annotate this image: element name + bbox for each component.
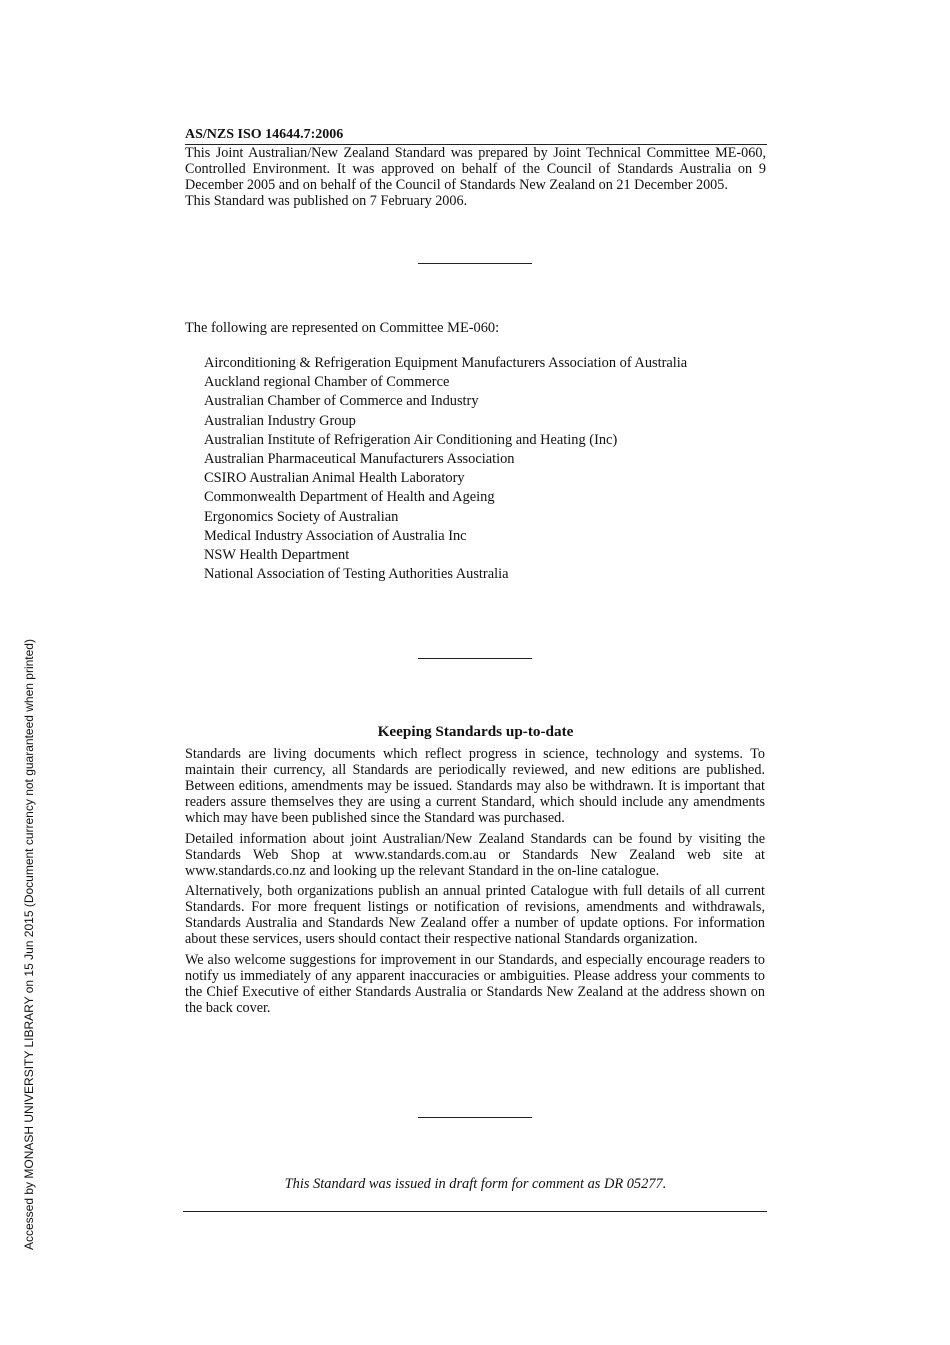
keeping-paragraph: Detailed information about joint Australian/New Zealand Standards can be found by visiting the Standards Web Shop at www.standards.com.au or Standards New Zealand web site at www.standards.co.nz and looking up the relevant Standard in the on-line catalogue. (185, 830, 765, 879)
section-divider (418, 658, 532, 659)
committee-member: Australian Pharmaceutical Manufacturers Association (204, 451, 515, 468)
committee-member: Airconditioning & Refrigeration Equipment Manufacturers Association of Australia (204, 355, 688, 371)
committee-member: NSW Health Department (204, 547, 350, 564)
keeping-paragraph: We also welcome suggestions for improvement in our Standards, and especially encourage readers to notify us immediately of any apparent inaccuracies or ambiguities. Please address your comments to the Chief Executive of either Standards Australia or Standards New Zealand at the address shown on the back cover. (185, 951, 765, 1016)
keeping-paragraph: Alternatively, both organizations publish an annual printed Catalogue with full details of all current Standards. For more frequent listings or notification of revisions, amendments and withdrawals, Standards Australia and Standards New Zealand offer a number of update options. For information about these services, users should contact their respective national Standards organization. (185, 883, 765, 947)
committee-member: Australian Institute of Refrigeration Air Conditioning and Heating (Inc) (204, 431, 618, 448)
committee-member-list (204, 354, 744, 584)
intro-section (185, 145, 766, 209)
committee-member: Medical Industry Association of Australia Inc (204, 527, 467, 544)
section-divider (418, 1117, 532, 1118)
committee-member: Auckland regional Chamber of Commerce (204, 374, 450, 391)
section-divider (418, 263, 532, 264)
committee-member: Commonwealth Department of Health and Ageing (204, 489, 495, 506)
footer-rule (183, 1211, 767, 1212)
keeping-paragraph: Standards are living documents which reflect progress in science, technology and systems. To maintain their currency, all Standards are periodically reviewed, and new editions are published. Between editions, amendments may be issued. Standards may also be withdrawn. It is important that readers assure themselves they are using a current Standard, which should include any amendments which may have been published since the Standard was purchased. (185, 746, 765, 826)
access-watermark: Accessed by MONASH UNIVERSITY LIBRARY on 15 Jun 2015 (Document currency not guaranteed when printed) (22, 639, 36, 1250)
committee-intro: The following are represented on Committee ME-060: (185, 320, 500, 336)
intro-paragraph: This Joint Australian/New Zealand Standard was prepared by Joint Technical Committee ME-060, Controlled Environment. It was approved on behalf of the Council of Standards Australia on 9 December 2005 and on behalf of the Council of Standards New Zealand on 21 December 2005. (185, 145, 766, 193)
committee-member: CSIRO Australian Animal Health Laboratory (204, 470, 465, 487)
committee-member: Australian Chamber of Commerce and Industry (204, 393, 479, 410)
keeping-standards-body (185, 746, 765, 1020)
committee-member: National Association of Testing Authorities Australia (204, 566, 509, 583)
committee-member: Ergonomics Society of Australian (204, 508, 399, 525)
keeping-standards-heading: Keeping Standards up-to-date (377, 723, 574, 740)
committee-member: Australian Industry Group (204, 412, 356, 429)
draft-note: This Standard was issued in draft form for comment as DR 05277. (284, 1176, 667, 1192)
intro-paragraph: This Standard was published on 7 February 2006. (185, 193, 468, 209)
standard-id: AS/NZS ISO 14644.7:2006 (185, 127, 767, 145)
